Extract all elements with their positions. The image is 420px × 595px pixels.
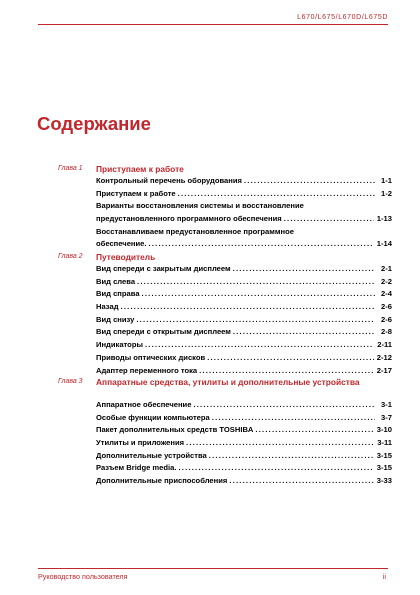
chapter-title[interactable]: Аппаратные средства, утилиты и дополнительные устройства	[96, 377, 360, 387]
toc-entry[interactable]: Утилиты и приложения ..... 3-11	[96, 437, 392, 450]
toc-entry[interactable]: Разъем Bridge media. ..... 3-15	[96, 462, 392, 475]
toc-entry[interactable]: Вид слева ..... 2-2	[96, 276, 392, 289]
toc-entry[interactable]: Адаптер переменного тока ..... 2-17	[96, 365, 392, 378]
footer-manual-title: Руководство пользователя	[38, 572, 128, 581]
chapter-title[interactable]: Приступаем к работе	[96, 164, 184, 174]
header-model: L670/L675/L670D/L675D	[297, 14, 388, 21]
chapter-label: Глава 3	[58, 378, 83, 385]
toc-entry[interactable]: Индикаторы ..... 2-11	[96, 339, 392, 352]
chapter-entries	[96, 399, 392, 488]
toc-entry[interactable]: Варианты восстановления системы и восстановление	[96, 201, 304, 211]
toc-entry[interactable]: Вид спереди с закрытым дисплеем ..... 2-1	[96, 263, 392, 276]
page-title: Содержание	[37, 113, 151, 134]
chapter-label: Глава 2	[58, 253, 83, 260]
toc-entry[interactable]: Пакет дополнительных средств TOSHIBA ..... 3-10	[96, 424, 392, 437]
footer-page-number: ii	[382, 572, 386, 581]
toc-entry[interactable]: предустановленного программного обеспечения ..... 1-13	[96, 213, 392, 226]
toc-entry[interactable]: Дополнительные приспособления ..... 3-33	[96, 475, 392, 488]
chapter-entries	[96, 175, 392, 251]
chapter-entries	[96, 263, 392, 377]
toc-entry[interactable]: Вид снизу ..... 2-6	[96, 314, 392, 327]
toc-entry[interactable]: обеспечение. ..... 1-14	[96, 238, 392, 251]
toc-entry[interactable]: Восстанавливаем предустановленное программное	[96, 226, 294, 236]
toc-entry[interactable]: Контрольный перечень оборудования ..... 1-1	[96, 175, 392, 188]
header-rule	[38, 24, 388, 25]
toc-entry[interactable]: Аппаратное обеспечение ..... 3-1	[96, 399, 392, 412]
toc-entry[interactable]: Особые функции компьютера ..... 3-7	[96, 412, 392, 425]
footer-rule	[38, 568, 388, 569]
toc-entry[interactable]: Приступаем к работе ..... 1-2	[96, 188, 392, 201]
chapter-label: Глава 1	[58, 165, 83, 172]
toc-entry[interactable]: Вид спереди с открытым дисплеем ..... 2-8	[96, 326, 392, 339]
toc-entry[interactable]: Приводы оптических дисков ..... 2-12	[96, 352, 392, 365]
chapter-title[interactable]: Путеводитель	[96, 252, 156, 262]
toc-entry[interactable]: Назад ..... 2-6	[96, 301, 392, 314]
toc-entry[interactable]: Вид справа ..... 2-4	[96, 288, 392, 301]
toc-entry[interactable]: Дополнительные устройства ..... 3-15	[96, 450, 392, 463]
